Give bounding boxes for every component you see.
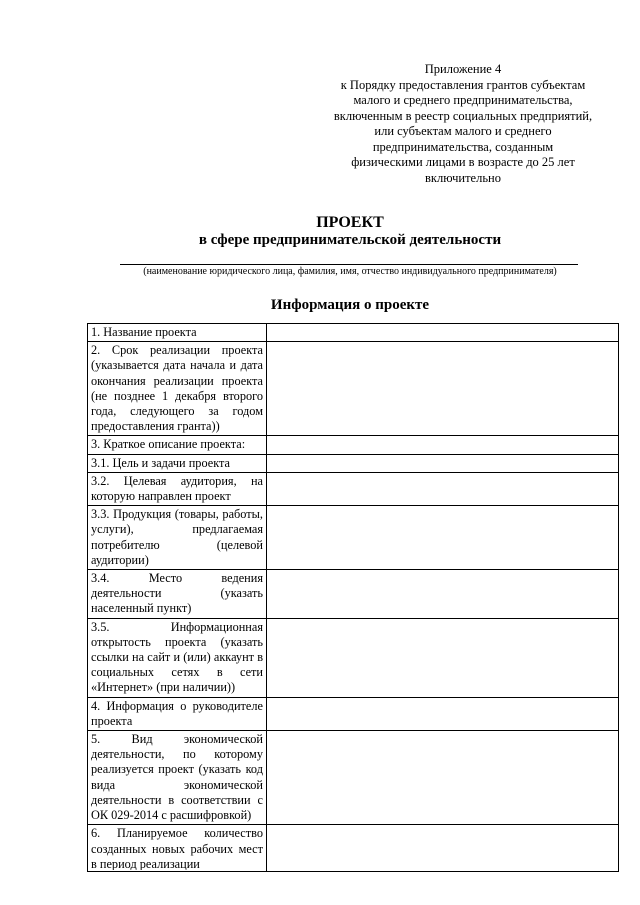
row-value-cell[interactable] [267,506,619,570]
appendix-line: Приложение 4 [424,62,502,76]
row-label [88,825,267,872]
row-label: 3. Краткое описание проекта: [88,436,267,454]
table-row [88,570,619,619]
appendix-line: к Порядку предоставления грантов субъектам [340,77,586,92]
appendix-line: предпринимательства, созданным [372,139,554,154]
document-subtitle: в сфере предпринимательской деятельности [198,232,502,248]
row-value-cell[interactable] [267,472,619,505]
appendix-line: малого и среднего предпринимательства, [353,93,573,107]
row-label: 3.5. Информационная открытость проекта (указать ссылки на сайт и (или) аккаунт в социальных сетях в сети «Интернет» (при наличии)) [88,618,267,697]
row-label: 2. Срок реализации проекта (указывается дата начала и дата окончания реализации проекта (не позднее 1 декабря второго года, следующего за годом предоставления гранта)) [88,342,267,436]
appendix-note [318,62,608,186]
name-fill-line [120,264,578,265]
row-value-cell[interactable] [267,570,619,619]
row-value-cell[interactable] [267,731,619,825]
appendix-line: или субъектам малого и среднего [374,124,552,138]
row-value-cell[interactable] [267,324,619,342]
row-value-cell[interactable] [267,618,619,697]
section-title: Информация о проекте [270,297,430,313]
table-row [88,436,619,454]
row-label: 3.3. Продукция (товары, работы, услуги), предлагаемая потребителю (целевой аудитории) [88,506,267,570]
row-label: 3.1. Цель и задачи проекта [88,454,267,472]
row-value-cell[interactable] [267,342,619,436]
table-row [88,731,619,825]
row-value-cell[interactable] [267,454,619,472]
project-info-table [87,323,619,872]
table-row [88,324,619,342]
table-row [88,697,619,730]
row-label: 3.4. Место ведения деятельности (указать населенный пункт) [88,570,267,619]
row-label: 1. Название проекта [88,324,267,342]
name-fill-caption: (наименование юридического лица, фамилия, имя, отчество индивидуального предпринимателя) [143,266,557,277]
table-row [88,342,619,436]
table-row [88,618,619,697]
table-row [88,506,619,570]
row-label: 5. Вид экономической деятельности, по которому реализуется проект (указать код вида экономической деятельности в соответствии с ОК 029-2014 с расшифровкой) [88,731,267,825]
appendix-line: физическими лицами в возрасте до 25 лет [351,155,575,169]
row-label: 3.2. Целевая аудитория, на которую направлен проект [88,472,267,505]
appendix-line: включительно [425,170,501,185]
table-row [88,825,619,872]
document-title: ПРОЕКТ [316,214,384,231]
table-row [88,454,619,472]
appendix-line: включенным в реестр социальных предприятий, [333,108,593,123]
row-label: 4. Информация о руководителе проекта [88,697,267,730]
table-row [88,472,619,505]
row-label-text: 6. Планируемое количество созданных новых рабочих мест в период реализации [91,826,263,871]
row-value-cell[interactable] [267,436,619,454]
row-value-cell[interactable] [267,825,619,872]
row-value-cell[interactable] [267,697,619,730]
